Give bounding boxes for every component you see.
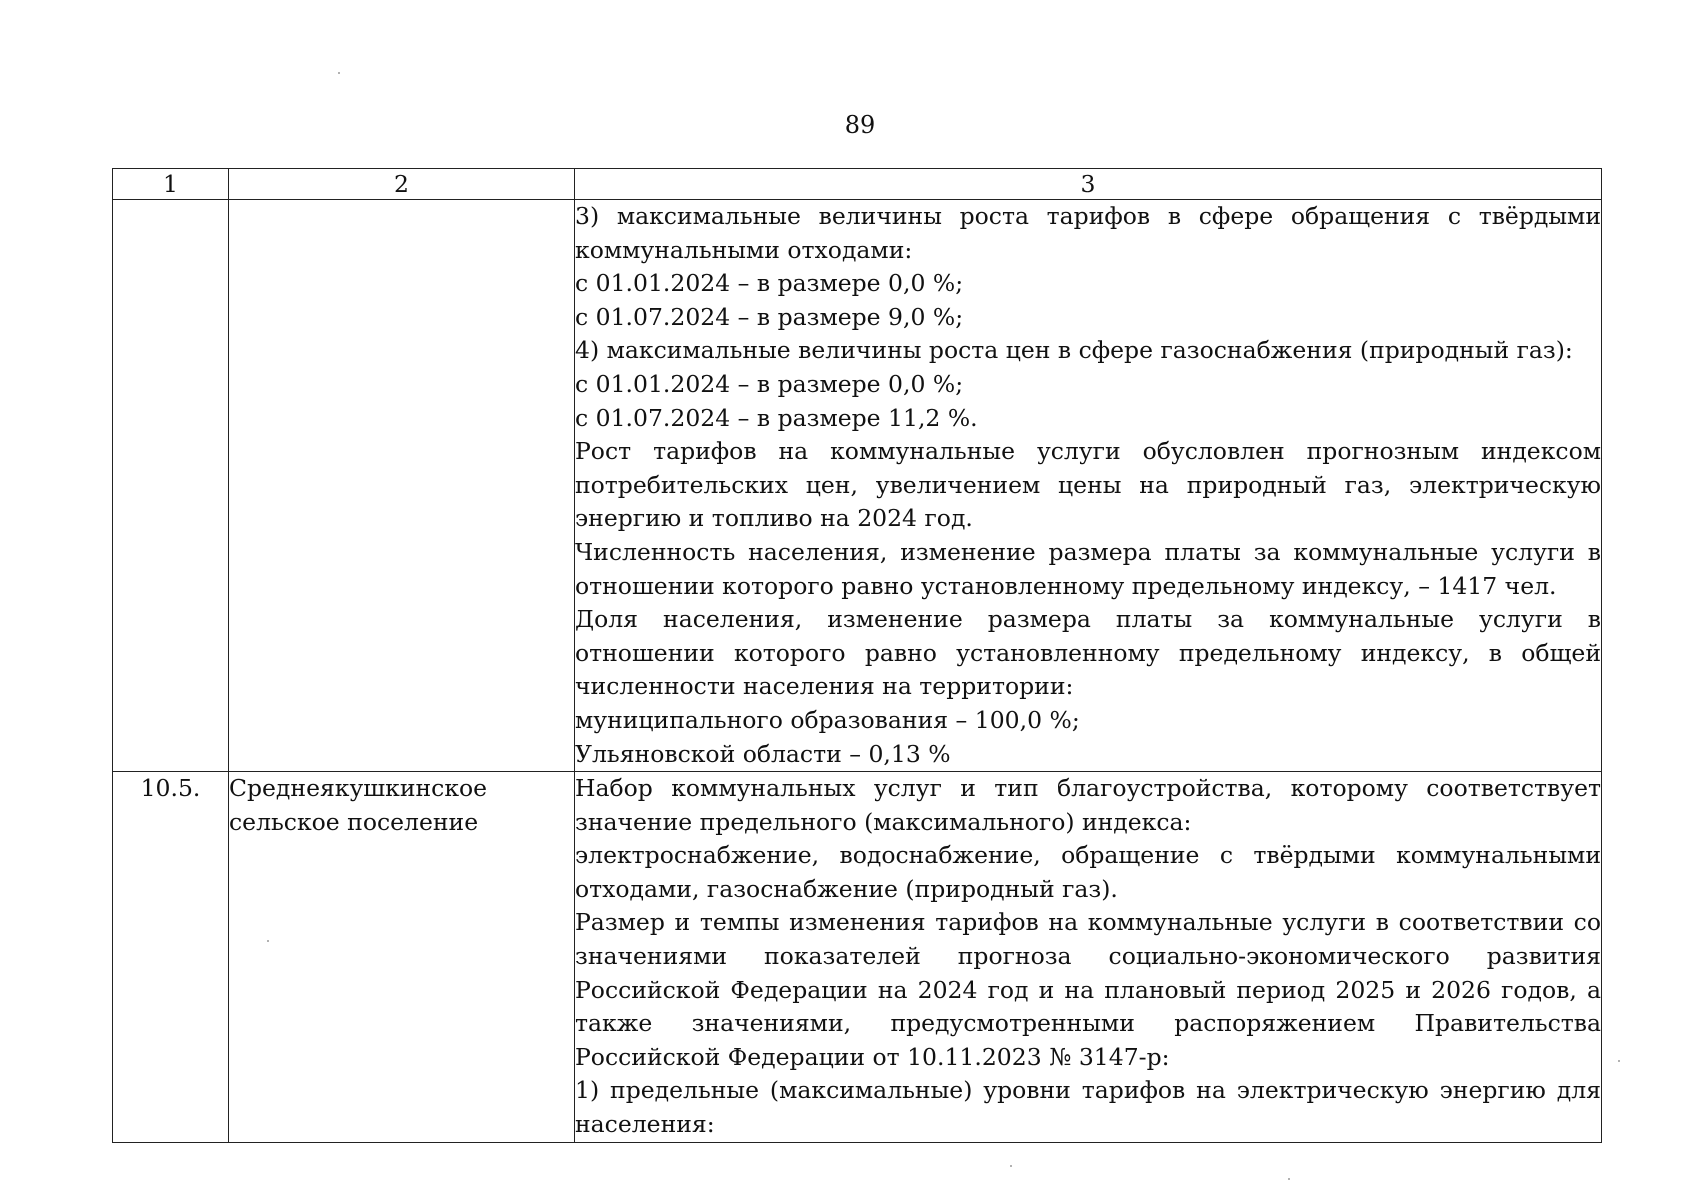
settlement-name-cell (229, 200, 575, 772)
scan-speck (338, 72, 340, 74)
table-row (113, 200, 1602, 772)
scan-speck (1618, 1060, 1620, 1062)
row-number-cell: 10.5. (113, 772, 229, 1143)
paragraph: муниципального образования – 100,0 %; (575, 705, 1080, 734)
column-header-1: 1 (113, 169, 229, 200)
column-header-3: 3 (575, 169, 1602, 200)
paragraph: Рост тарифов на коммунальные услуги обусловлен прогнозным индексом потребительских цен, увеличением цены на природный газ, электрическую энергию и топливо на 2024 год. (575, 437, 1601, 533)
tariff-table (112, 168, 1602, 1143)
row-content-cell (575, 200, 1602, 772)
table-header-row (113, 169, 1602, 200)
paragraph: Численность населения, изменение размера платы за коммунальные услуги в отношении которого равно установленному предельному индексу, – 1417 чел. (575, 537, 1601, 600)
paragraph: с 01.01.2024 – в размере 0,0 %; (575, 269, 964, 298)
row-number-cell (113, 200, 229, 772)
paragraph: с 01.07.2024 – в размере 11,2 %. (575, 403, 978, 432)
paragraph: с 01.01.2024 – в размере 0,0 %; (575, 369, 964, 398)
paragraph: 3) максимальные величины роста тарифов в сфере обращения с твёрдыми коммунальными отходами: (575, 202, 1601, 264)
column-header-2: 2 (229, 169, 575, 200)
scan-speck (267, 940, 269, 942)
paragraph: с 01.07.2024 – в размере 9,0 %; (575, 302, 964, 331)
paragraph: 1) предельные (максимальные) уровни тарифов на электрическую энергию для населения: (575, 1076, 1601, 1139)
paragraph: Ульяновской области – 0,13 % (575, 739, 951, 768)
row-content-cell (575, 772, 1602, 1143)
paragraph: Размер и темпы изменения тарифов на коммунальные услуги в соответствии со значениями показателей прогноза социально-экономического развития Российской Федерации на 2024 год и на плановый период 2025 и 2026 годов, а также значениями, предусмотренными распоряжением Правительства Российской Федерации от 10.11.2023 № 3147-р: (575, 908, 1601, 1071)
table-row (113, 772, 1602, 1143)
scan-speck (1010, 1165, 1012, 1167)
paragraph: Набор коммунальных услуг и тип благоустройства, которому соответствует значение предельного (максимального) индекса: (575, 774, 1601, 836)
settlement-name-cell: Среднеякушкинское сельское поселение (229, 772, 575, 1143)
paragraph: 4) максимальные величины роста цен в сфере газоснабжения (природный газ): (575, 336, 1573, 365)
paragraph: электроснабжение, водоснабжение, обращение с твёрдыми коммунальными отходами, газоснабжение (природный газ). (575, 841, 1601, 903)
paragraph: Доля населения, изменение размера платы за коммунальные услуги в отношении которого равно установленному предельному индексу, в общей численности населения на территории: (575, 605, 1601, 701)
page-number: 89 (844, 111, 876, 139)
scan-speck (1288, 1178, 1290, 1180)
